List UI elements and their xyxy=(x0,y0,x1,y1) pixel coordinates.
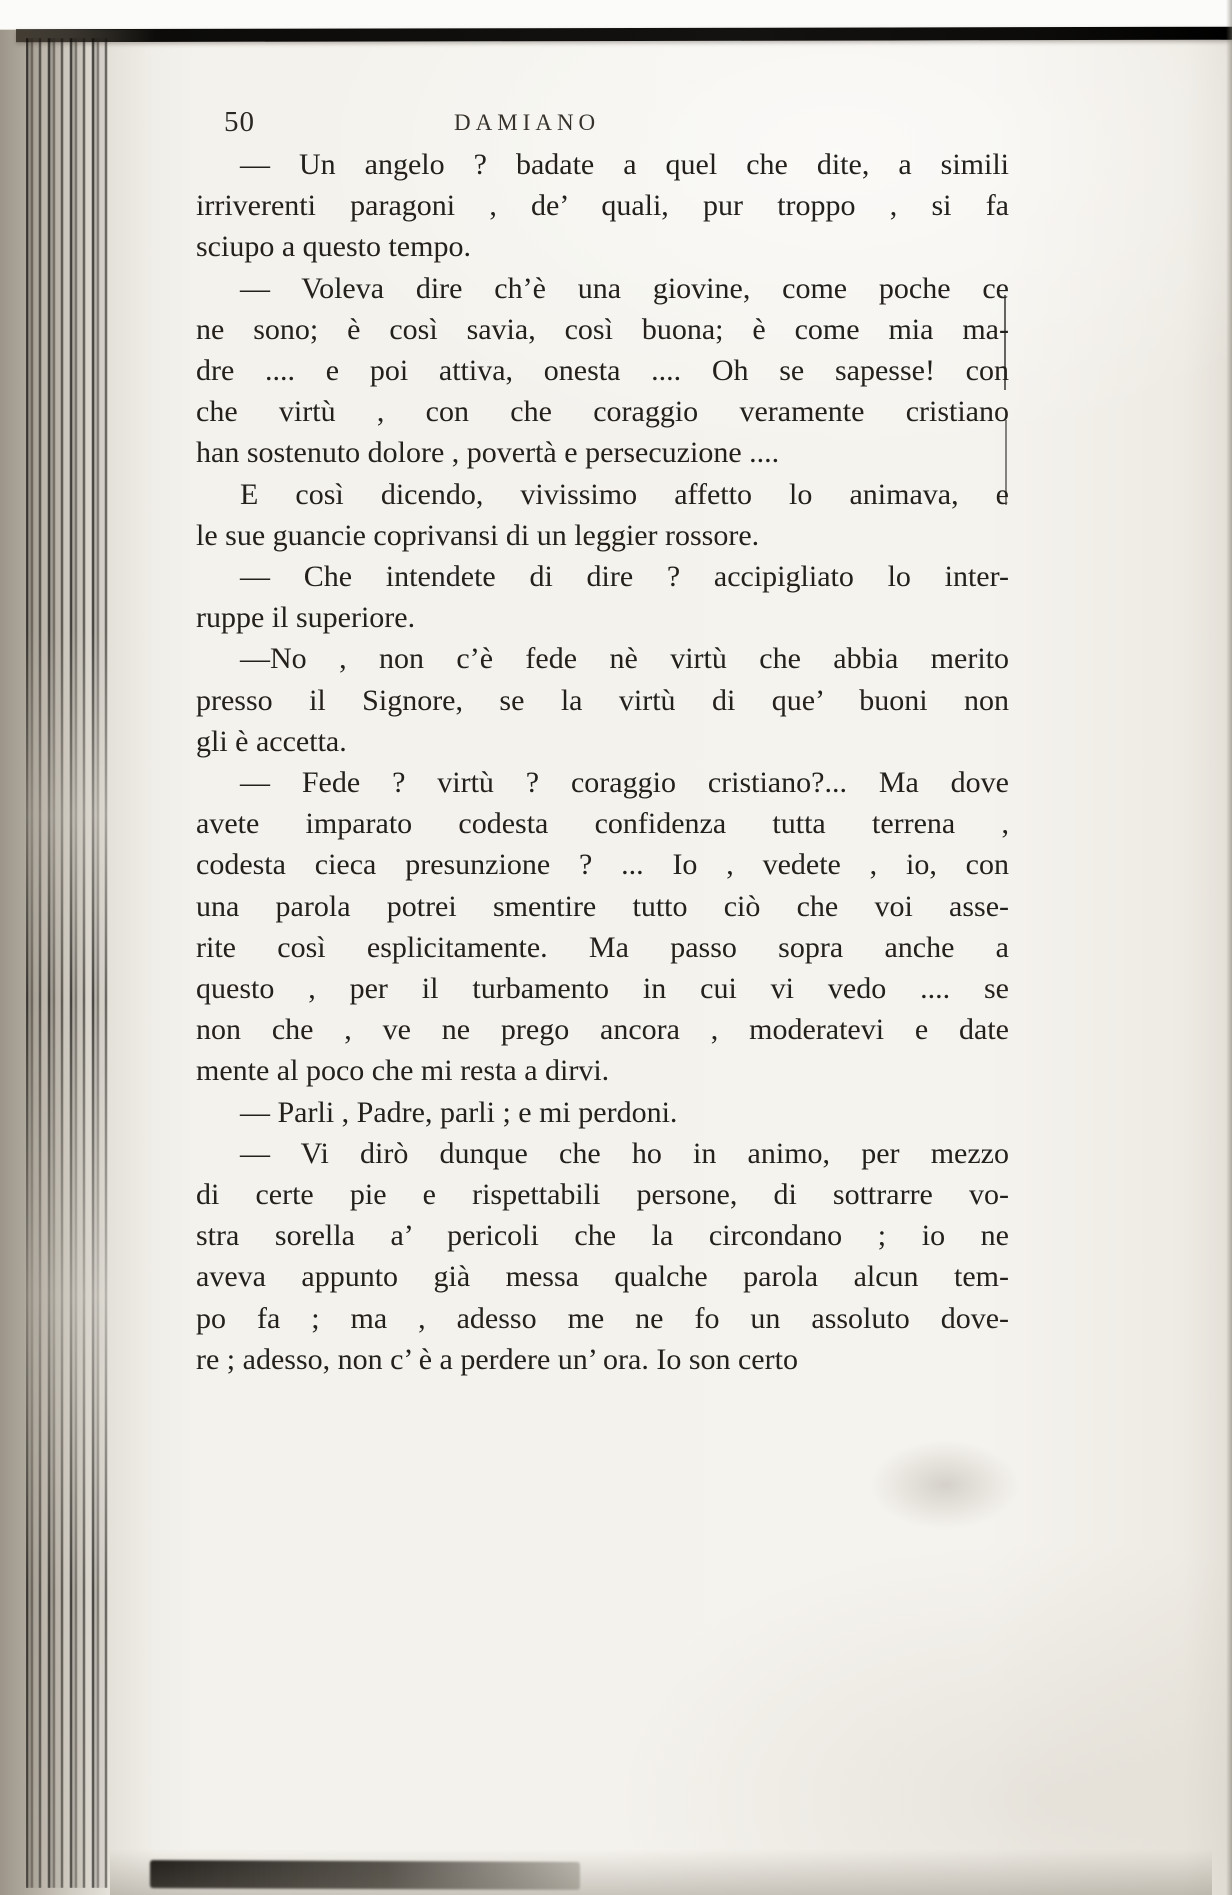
paragraph xyxy=(196,144,1009,268)
scan-smudge-right xyxy=(870,1440,1020,1530)
text-line: sciupo a questo tempo. xyxy=(196,230,471,264)
text-line: — Voleva dire ch’è una giovine, come poche ce xyxy=(240,271,1009,305)
running-title: DAMIANO xyxy=(454,110,601,135)
paragraph xyxy=(196,474,1009,556)
scan-margin-top xyxy=(0,0,1232,29)
paragraph xyxy=(196,1092,1009,1133)
text-line: mente al poco che mi resta a dirvi. xyxy=(196,1054,610,1088)
paragraph xyxy=(196,762,1009,1092)
text-line: presso il Signore, se la virtù di que’ buoni non xyxy=(196,683,1009,717)
text-line: di certe pie e rispettabili persone, di sottrarre vo- xyxy=(196,1178,1009,1212)
text-line: ruppe il superiore. xyxy=(196,601,416,635)
text-line: ne sono; è così savia, così buona; è come mia ma- xyxy=(196,312,1009,346)
text-line: — Che intendete di dire ? accipigliato lo inter- xyxy=(240,560,1009,594)
paragraph xyxy=(196,556,1009,638)
paragraph xyxy=(196,638,1009,762)
text-line: le sue guancie coprivansi di un leggier rossore. xyxy=(196,518,760,552)
scan-edge-top xyxy=(16,27,1232,43)
text-line: — Vi dirò dunque che ho in animo, per mezzo xyxy=(240,1136,1009,1170)
scan-shade-bottom xyxy=(110,1849,1212,1895)
text-line: — Un angelo ? badate a quel che dite, a simili xyxy=(240,148,1009,181)
page-number: 50 xyxy=(224,106,255,138)
paragraph xyxy=(196,1133,1009,1380)
scan-edge-right xyxy=(1226,0,1232,1895)
text-line: questo , per il turbamento in cui vi vedo .... se xyxy=(196,972,1009,1006)
text-line: po fa ; ma , adesso me ne fo un assoluto dove- xyxy=(196,1301,1009,1335)
text-line: han sostenuto dolore , povertà e persecuzione .... xyxy=(196,436,780,470)
text-line: re ; adesso, non c’ è a perdere un’ ora. Io son certo xyxy=(196,1342,798,1376)
text-line: codesta cieca presunzione ? ... Io , vedete , io, con xyxy=(196,848,1009,882)
text-line: non che , ve ne prego ancora , moderatevi e date xyxy=(196,1013,1009,1047)
text-line: — Parli , Padre, parli ; e mi perdoni. xyxy=(240,1095,678,1129)
text-line: avete imparato codesta confidenza tutta terrena , xyxy=(196,807,1009,841)
text-line: —No , non c’è fede nè virtù che abbia merito xyxy=(240,642,1009,676)
text-line: irriverenti paragoni , de’ quali, pur troppo , si fa xyxy=(196,189,1009,223)
text-line: E così dicendo, vivissimo affetto lo animava, e xyxy=(240,477,1009,511)
text-line: rite così esplicitamente. Ma passo sopra anche a xyxy=(196,930,1009,964)
text-line: una parola potrei smentire tutto ciò che voi asse- xyxy=(196,889,1009,923)
running-head xyxy=(196,106,1009,146)
text-line: — Fede ? virtù ? coraggio cristiano?... Ma dove xyxy=(240,766,1009,800)
text-line: aveva appunto già messa qualche parola alcun tem- xyxy=(196,1260,1009,1294)
text-line: stra sorella a’ pericoli che la circondano ; io ne xyxy=(196,1219,1009,1253)
text-line: dre .... e poi attiva, onesta .... Oh se sapesse! con xyxy=(196,354,1009,388)
text-line: gli è accetta. xyxy=(196,724,347,758)
text-line: che virtù , con che coraggio veramente cristiano xyxy=(196,395,1009,429)
paragraph xyxy=(196,268,1009,474)
binding-streaks xyxy=(26,38,108,1888)
page-text xyxy=(196,144,1009,1380)
